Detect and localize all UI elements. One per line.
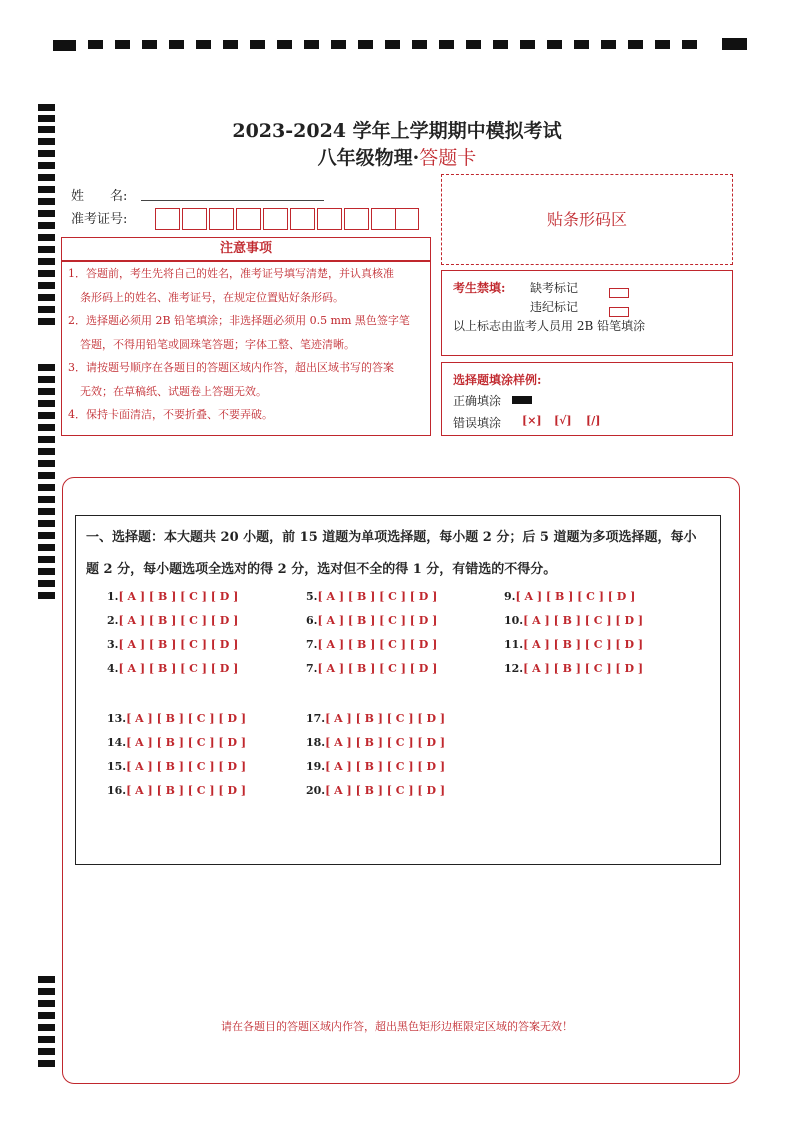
name-label: 姓 名: — [71, 189, 128, 204]
question-item[interactable]: 18.[ A ] [ B ] [ C ] [ D ] — [306, 736, 446, 749]
notice-line: 1．答题前，考生先将自己的姓名，准考证号填写清楚，并认真核准 — [68, 267, 394, 280]
wrong-mark: [√] — [554, 414, 572, 427]
question-item[interactable]: 4.[ A ] [ B ] [ C ] [ D ] — [107, 662, 239, 675]
prohibit-box — [441, 270, 733, 356]
question-item[interactable]: 3.[ A ] [ B ] [ C ] [ D ] — [107, 638, 239, 651]
name-field[interactable] — [141, 200, 324, 201]
notice-line: 4．保持卡面清洁，不要折叠、不要弄破。 — [68, 408, 273, 421]
wrong-mark: [/] — [586, 414, 601, 427]
exam-title: 2023-2024 学年上学期期中模拟考试 — [232, 120, 562, 142]
notice-line: 无效；在草稿纸、试题卷上答题无效。 — [80, 384, 267, 398]
id-label: 准考证号: — [71, 212, 128, 227]
id-digit-box[interactable] — [209, 208, 234, 230]
question-item[interactable]: 6.[ A ] [ B ] [ C ] [ D ] — [306, 614, 438, 627]
section-instruction-line1: 一、选择题：本大题共 20 小题，前 15 道题为单项选择题，每小题 2 分；后 5 道题为多项选择题，每小 — [86, 530, 697, 545]
notice-box — [61, 261, 431, 436]
wrong-fill-label: 错误填涂 — [453, 416, 502, 430]
question-item[interactable]: 14.[ A ] [ B ] [ C ] [ D ] — [107, 736, 247, 749]
notice-heading: 注意事项 — [219, 241, 272, 256]
question-item[interactable]: 2.[ A ] [ B ] [ C ] [ D ] — [107, 614, 239, 627]
id-digit-box[interactable] — [290, 208, 315, 230]
card-title-subject: 八年级物理· — [317, 147, 420, 169]
question-item[interactable]: 11.[ A ] [ B ] [ C ] [ D ] — [504, 638, 644, 651]
id-digit-box[interactable] — [395, 208, 419, 230]
question-item[interactable]: 10.[ A ] [ B ] [ C ] [ D ] — [504, 614, 644, 627]
card-title — [0, 143, 794, 170]
id-digit-box[interactable] — [263, 208, 288, 230]
notice-header — [61, 237, 431, 261]
sample-box — [441, 362, 733, 436]
notice-line: 3．请按题号顺序在各题目的答题区域内作答，超出区域书写的答案 — [68, 361, 394, 374]
question-item[interactable]: 15.[ A ] [ B ] [ C ] [ D ] — [107, 760, 247, 773]
id-digit-box[interactable] — [236, 208, 261, 230]
correct-fill-label: 正确填涂 — [453, 394, 502, 408]
question-item[interactable]: 9.[ A ] [ B ] [ C ] [ D ] — [504, 590, 636, 603]
id-digit-box[interactable] — [317, 208, 342, 230]
barcode-label: 贴条形码区 — [546, 210, 627, 229]
wrong-mark: [×] — [522, 414, 542, 427]
absent-mark-box[interactable] — [609, 282, 629, 301]
choice-section — [75, 515, 721, 865]
question-item[interactable]: 7.[ A ] [ B ] [ C ] [ D ] — [306, 638, 438, 651]
question-item[interactable]: 20.[ A ] [ B ] [ C ] [ D ] — [306, 784, 446, 797]
prohibit-note: 以上标志由监考人员用 2B 铅笔填涂 — [453, 319, 646, 333]
card-title-label: 答题卡 — [419, 147, 477, 169]
sample-title: 选择题填涂样例: — [453, 373, 542, 387]
id-digit-box[interactable] — [182, 208, 207, 230]
correct-fill-sample — [512, 396, 532, 404]
absent-mark-label: 缺考标记 — [530, 281, 579, 295]
question-item[interactable]: 13.[ A ] [ B ] [ C ] [ D ] — [107, 712, 247, 725]
question-item[interactable]: 12.[ A ] [ B ] [ C ] [ D ] — [504, 662, 644, 675]
question-item[interactable]: 7.[ A ] [ B ] [ C ] [ D ] — [306, 662, 438, 675]
question-item[interactable]: 5.[ A ] [ B ] [ C ] [ D ] — [306, 590, 438, 603]
violation-mark-label: 违纪标记 — [530, 300, 579, 314]
question-item[interactable]: 1.[ A ] [ B ] [ C ] [ D ] — [107, 590, 239, 603]
id-digit-box[interactable] — [344, 208, 369, 230]
notice-line: 条形码上的姓名、准考证号，在规定位置贴好条形码。 — [80, 290, 344, 304]
notice-line: 答题，不得用铅笔或圆珠笔答题；字体工整、笔迹清晰。 — [80, 337, 355, 351]
barcode-area — [441, 174, 733, 265]
id-digit-box[interactable] — [155, 208, 180, 230]
question-item[interactable]: 19.[ A ] [ B ] [ C ] [ D ] — [306, 760, 446, 773]
question-item[interactable]: 16.[ A ] [ B ] [ C ] [ D ] — [107, 784, 247, 797]
question-item[interactable]: 17.[ A ] [ B ] [ C ] [ D ] — [306, 712, 446, 725]
notice-line: 2．选择题必须用 2B 铅笔填涂；非选择题必须用 0.5 mm 黑色签字笔 — [68, 314, 410, 327]
id-digit-box[interactable] — [371, 208, 396, 230]
section-instruction-line2: 题 2 分，每小题选项全选对的得 2 分，选对但不全的得 1 分，有错选的不得分。 — [86, 562, 557, 577]
footer-note: 请在各题目的答题区域内作答，超出黑色矩形边框限定区域的答案无效！ — [221, 1020, 573, 1033]
prohibit-label: 考生禁填: — [453, 281, 506, 295]
